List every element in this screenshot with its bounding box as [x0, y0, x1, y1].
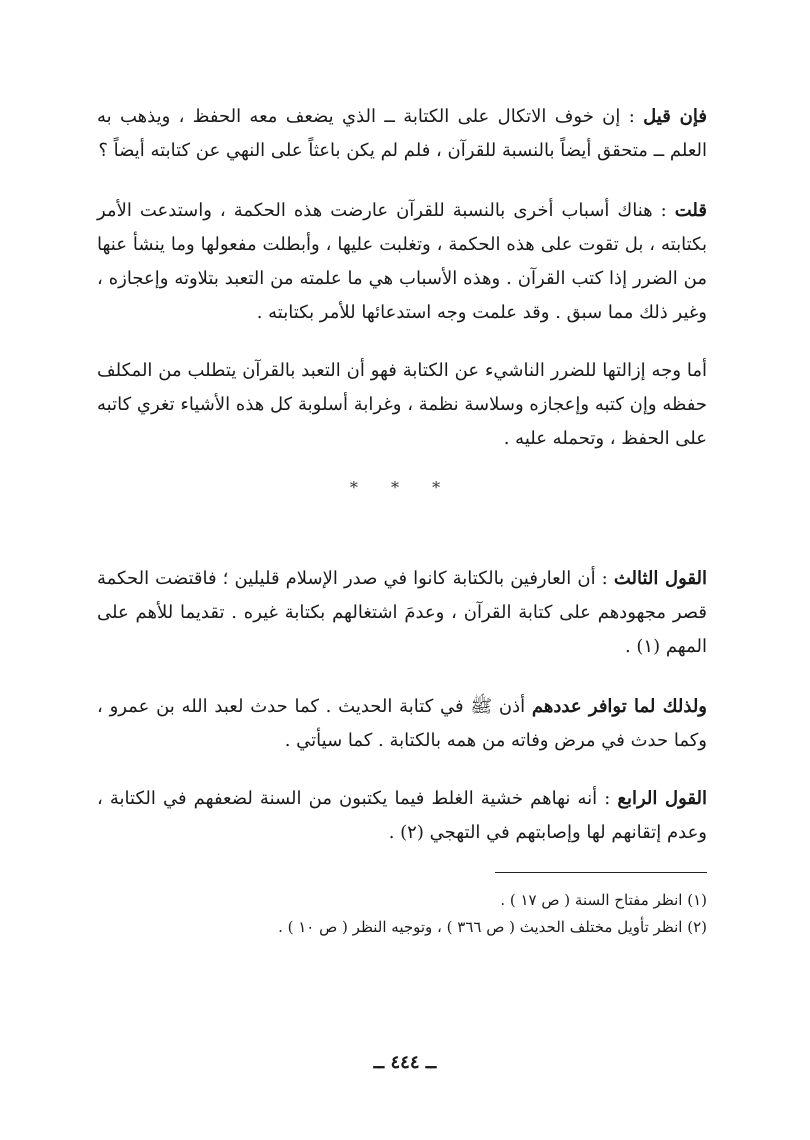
paragraph-third-opinion: [97, 562, 707, 664]
paragraph-objection: [97, 100, 707, 168]
paragraph-text: أما وجه إزالتها للضرر الناشيء عن الكتابة فهو أن التعبد بالقرآن يتطلب من المكلف حفظه وإن كتبه وإعجازه وسلاسة نظمة ، وغرابة أسلوبة كل هذه الأشياء تغري كاتبه على الحفظ ، وتحمله عليه .: [97, 360, 707, 449]
paragraph-lead: فإن قيل: [643, 106, 707, 127]
paragraph-lead: القول الرابع: [617, 788, 707, 809]
page-number: ــ ٤٤٤ ــ: [373, 1052, 437, 1073]
paragraph-text: : أن العارفين بالكتابة كانوا في صدر الإسلام قليلين ؛ فاقتضت الحكمة قصر مجهودهم على كتابة القرآن ، وعدمَ اشتغالهم بكتابة غيره . تقديما للأهم على المهم (١) .: [97, 568, 707, 657]
paragraph-reply: [97, 194, 707, 330]
paragraph-text: : إن خوف الاتكال على الكتابة ــ الذي يضعف معه الحفظ ، ويذهب به العلم ــ متحقق أيضاً بالنسبة للقرآن ، فلم لم يكن باعثاً على النهي عن كتابته أيضاً ؟: [97, 106, 707, 161]
paragraph-lead: القول الثالث: [613, 568, 707, 589]
paragraph-fourth-opinion: [97, 782, 707, 850]
paragraph-removal: [97, 354, 707, 456]
paragraph-text: : هناك أسباب أخرى بالنسبة للقرآن عارضت هذه الحكمة ، واستدعت الأمر بكتابته ، بل تقوت على هذه الحكمة ، وتغلبت عليها ، وأبطلت مفعولها وما ينشأ عنها من الضرر إذا كتب القرآن . وهذه الأسباب هي ما علمته من التعبد بتلاوته وإعجازه ، وغير ذلك مما سبق . وقد علمت وجه استدعائها للأمر بكتابته .: [97, 200, 707, 323]
paragraph-lead: ولذلك لما توافر عددهم: [531, 696, 707, 717]
paragraph-text: أذن ﷺ في كتابة الحديث . كما حدث لعبد الله بن عمرو ، وكما حدث في مرض وفاته من همه بالكتابة . كما سيأتي .: [97, 696, 707, 751]
section-separator: * * *: [349, 478, 455, 497]
footnotes: [97, 887, 707, 941]
paragraph-text: : أنه نهاهم خشية الغلط فيما يكتبون من السنة لضعفهم في الكتابة ، وعدم إتقانهم لها وإصابتهم في التهجي (٢) .: [97, 788, 707, 843]
paragraph-permission: [97, 690, 707, 758]
footnote-1: (١) انظر مفتاح السنة ( ص ١٧ ) .: [500, 891, 707, 909]
footnote-2: (٢) انظر تأويل مختلف الحديث ( ص ٣٦٦ ) ، وتوجيه النظر ( ص ١٠ ) .: [278, 918, 707, 936]
footnote-rule: [495, 872, 707, 873]
paragraph-lead: قلت: [674, 200, 707, 221]
